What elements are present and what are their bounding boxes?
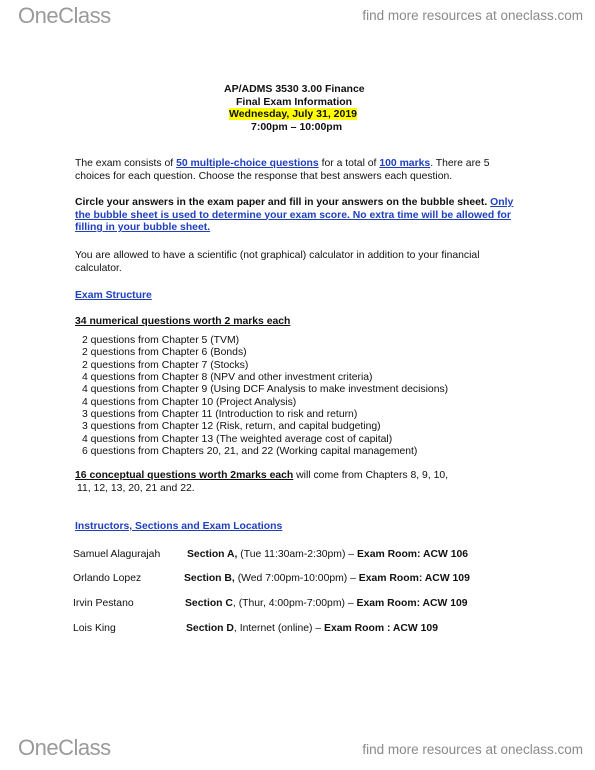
exam-room: Exam Room : ACW 109	[324, 623, 438, 634]
exam-time: 7:00pm – 10:00pm	[251, 121, 343, 133]
instructor-row	[73, 549, 160, 560]
calculator-paragraph: You are allowed to have a scientific (not graphical) calculator in addition to your financial calculator.	[75, 250, 480, 274]
intro-text: The exam consists of	[75, 158, 177, 169]
exam-room: Exam Room: ACW 109	[356, 598, 468, 609]
bubble-sheet-link[interactable]: Only the bubble sheet is used to determine your exam score. No extra time will be allowed for filling in your bubble sheet.	[75, 197, 514, 233]
exam-date: Wednesday, July 31, 2019	[229, 108, 358, 120]
find-more-link[interactable]: find more resources at oneclass.com	[362, 742, 583, 757]
section-detail: , (Thur, 4:00pm-7:00pm) –	[232, 598, 357, 609]
section-label: Section C	[185, 598, 233, 609]
section-info	[186, 623, 438, 634]
section-info	[185, 598, 468, 609]
list-item: 4 questions from Chapter 8 (NPV and other investment criteria)	[82, 372, 373, 384]
bubble-sheet-paragraph	[75, 197, 525, 235]
chapter-list	[82, 335, 448, 458]
list-item: 2 questions from Chapter 6 (Bonds)	[82, 347, 247, 359]
instructor-name: Orlando Lopez	[73, 573, 142, 584]
list-item: 3 questions from Chapter 11 (Introduction to risk and return)	[82, 409, 358, 421]
exam-structure-link[interactable]: Exam Structure	[75, 290, 152, 301]
list-item: 2 questions from Chapter 5 (TVM)	[82, 335, 240, 346]
section-label: Section D	[186, 623, 234, 634]
conceptual-heading: 16 conceptual questions worth 2marks each	[75, 470, 294, 481]
instructors-link[interactable]: Instructors, Sections and Exam Locations	[75, 521, 283, 532]
intro-paragraph	[75, 158, 525, 183]
instructor-name: Lois King	[73, 623, 116, 634]
section-label: Section B,	[184, 573, 235, 584]
intro-text: for a total of	[318, 158, 380, 169]
list-item: 2 questions from Chapter 7 (Stocks)	[82, 359, 249, 371]
section-info	[187, 549, 468, 560]
instructor-name: Samuel Alagurajah	[73, 549, 161, 560]
exam-room: Exam Room: ACW 106	[356, 549, 469, 560]
list-item: 6 questions from Chapters 20, 21, and 22 (Working capital management)	[82, 446, 418, 458]
mc-questions-link[interactable]: 50 multiple-choice questions	[176, 158, 319, 169]
circle-answers-text: Circle your answers in the exam paper and fill in your answers on the bubble sheet.	[75, 197, 488, 208]
marks-link[interactable]: 100 marks	[379, 158, 431, 169]
section-label: Section A,	[187, 549, 238, 560]
course-title: AP/ADMS 3530 3.00 Finance	[224, 83, 365, 95]
list-item: 4 questions from Chapter 13 (The weighted average cost of capital)	[82, 433, 393, 445]
list-item: 4 questions from Chapter 9 (Using DCF Analysis to make investment decisions)	[82, 384, 449, 396]
oneclass-logo: OneClass	[18, 735, 111, 760]
exam-room: Exam Room: ACW 109	[358, 573, 470, 584]
section-detail: (Tue 11:30am-2:30pm) –	[237, 549, 357, 560]
numerical-heading: 34 numerical questions worth 2 marks each	[75, 316, 291, 327]
section-detail: , Internet (online) –	[233, 623, 325, 634]
list-item: 4 questions from Chapter 10 (Project Analysis)	[82, 396, 297, 408]
intro-text: . There are 5 choices for each question. Choose the response that best answers each question.	[75, 158, 490, 182]
conceptual-line	[75, 470, 448, 483]
instructor-row	[73, 573, 141, 584]
list-item: 3 questions from Chapter 12 (Risk, return, and capital budgeting)	[82, 421, 381, 433]
section-detail: (Wed 7:00pm-10:00pm) –	[234, 573, 359, 584]
conceptual-text: will come from Chapters 8, 9, 10,	[293, 470, 449, 481]
conceptual-line-2: 11, 12, 13, 20, 21 and 22.	[77, 483, 195, 494]
instructor-row	[73, 623, 116, 634]
instructor-row	[73, 598, 134, 609]
instructor-name: Irvin Pestano	[73, 598, 134, 609]
find-more-link[interactable]: find more resources at oneclass.com	[362, 8, 583, 23]
exam-title: Final Exam Information	[236, 96, 353, 108]
oneclass-logo: OneClass	[18, 3, 111, 28]
section-info	[184, 573, 470, 584]
